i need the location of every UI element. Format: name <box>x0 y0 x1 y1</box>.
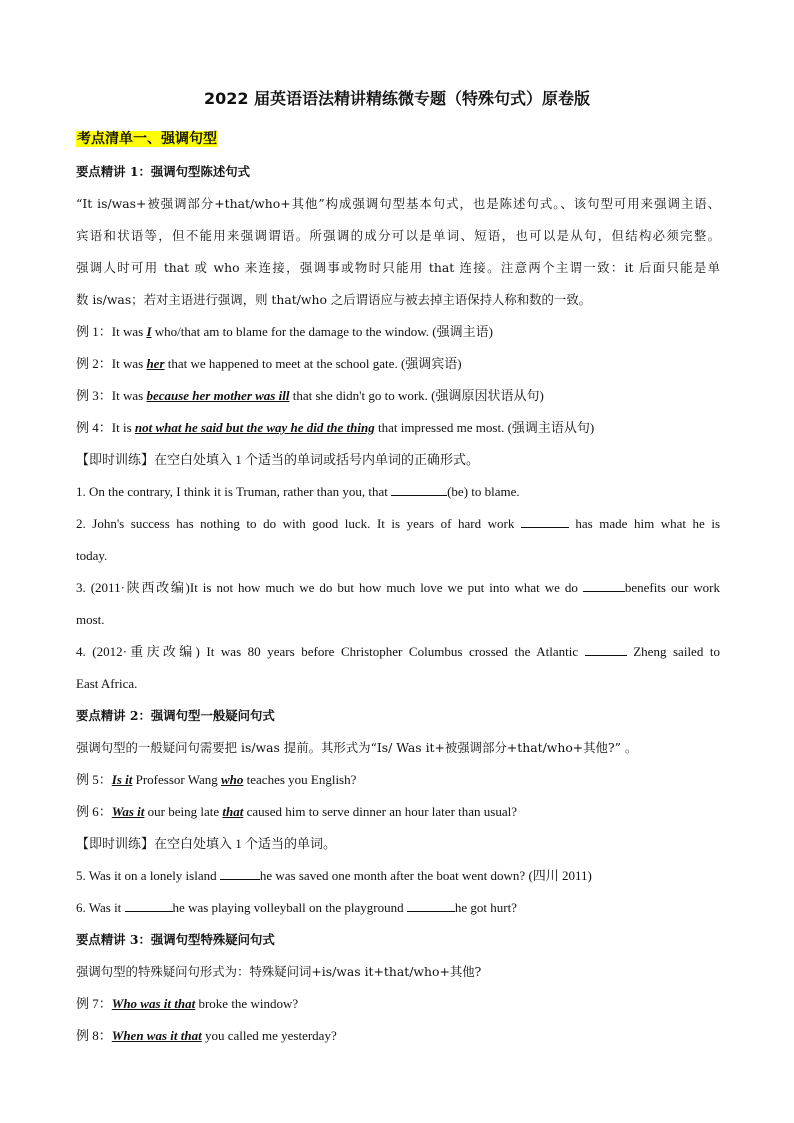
emphasized-part: I <box>146 324 152 339</box>
example-label: 例 5： <box>76 772 112 787</box>
example-text: that we happened to meet at the school gate. (强调宾语) <box>164 356 462 371</box>
question-text: has made him what he is <box>568 516 720 531</box>
answer-blank[interactable] <box>583 579 625 592</box>
question-text: Zheng sailed to <box>626 644 720 659</box>
example-text: Professor Wang <box>132 772 221 787</box>
answer-blank[interactable] <box>585 643 627 656</box>
emphasized-part: Is it <box>111 772 133 787</box>
point3-body: 强调句型的特殊疑问句形式为：特殊疑问词+is/was it+that/who+其他? <box>76 964 482 979</box>
question-3-cont: most. <box>76 612 105 627</box>
example-label: 例 3： <box>76 388 112 403</box>
example-4 <box>76 418 720 438</box>
example-1 <box>76 322 720 342</box>
point2-body: 强调句型的一般疑问句需要把 is/was 提前。其形式为“Is/ Was it+被强调部分+that/who+其他?” 。 <box>76 740 638 755</box>
drill-instruction: 【即时训练】在空白处填入 1 个适当的单词或括号内单词的正确形式。 <box>76 452 480 467</box>
example-label: 例 2： <box>76 356 112 371</box>
example-text: It was <box>111 324 147 339</box>
question-text: 4. (2012·重庆改编) It was 80 years before Christopher Columbus crossed the Atlantic <box>76 644 585 659</box>
answer-blank[interactable] <box>521 515 569 528</box>
example-5 <box>76 770 720 790</box>
emphasized-part: her <box>146 356 165 371</box>
emphasized-part: not what he said but the way he did the thing <box>134 420 375 435</box>
question-2-cont: today. <box>76 548 108 563</box>
example-label: 例 6： <box>76 804 112 819</box>
example-text: our being late <box>144 804 223 819</box>
example-8 <box>76 1026 720 1046</box>
point1-title: 要点精讲 1：强调句型陈述句式 <box>76 164 251 179</box>
example-7 <box>76 994 720 1014</box>
question-text: 3. (2011·陕西改编)It is not how much we do but how much love we put into what we do <box>76 580 583 595</box>
example-label: 例 4： <box>76 420 112 435</box>
question-text: he was saved one month after the boat went down? (四川 2011) <box>259 868 592 883</box>
example-text: broke the window? <box>195 996 299 1011</box>
document-title: 2022 届英语语法精讲精练微专题（特殊句式）原卷版 <box>203 89 591 108</box>
question-5 <box>76 866 720 886</box>
question-text: (be) to blame. <box>447 484 520 499</box>
example-text: who/that am to blame for the damage to the window. (强调主语) <box>151 324 493 339</box>
example-text: caused him to serve dinner an hour later than usual? <box>243 804 517 819</box>
example-text: It is <box>111 420 135 435</box>
question-4 <box>76 642 720 662</box>
emphasized-part: Was it <box>111 804 145 819</box>
emphasized-part: who <box>220 772 244 787</box>
answer-blank[interactable] <box>407 899 455 912</box>
example-text: that impressed me most. (强调主语从句) <box>374 420 595 435</box>
question-text: 1. On the contrary, I think it is Truman, rather than you, that <box>76 484 392 499</box>
emphasized-part: because her mother was ill <box>146 388 290 403</box>
question-text: he was playing volleyball on the playground <box>172 900 407 915</box>
question-text: he got hurt? <box>454 900 517 915</box>
point1-body-line: 数 is/was；若对主语进行强调，则 that/who 之后谓语应与被去掉主语保持人称和数的一致。 <box>76 292 592 307</box>
emphasized-part: When was it that <box>111 1028 202 1043</box>
question-text: benefits our work <box>624 580 720 595</box>
example-text: It was <box>111 356 147 371</box>
drill-instruction: 【即时训练】在空白处填入 1 个适当的单词。 <box>76 836 337 851</box>
example-label: 例 8： <box>76 1028 112 1043</box>
question-4-cont: East Africa. <box>76 676 138 691</box>
question-text: 5. Was it on a lonely island <box>76 868 220 883</box>
section-heading <box>76 128 720 150</box>
answer-blank[interactable] <box>391 483 447 496</box>
question-2 <box>76 514 720 534</box>
example-text: It was <box>111 388 147 403</box>
question-text: 2. John's success has nothing to do with good luck. It is years of hard work <box>76 516 521 531</box>
example-text: you called me yesterday? <box>201 1028 337 1043</box>
question-1 <box>76 482 720 502</box>
example-6 <box>76 802 720 822</box>
emphasized-part: that <box>222 804 244 819</box>
point1-body-line: 宾语和状语等，但不能用来强调谓语。所强调的成分可以是单词、短语，也可以是从句，但结构必须完整。 <box>76 228 720 243</box>
answer-blank[interactable] <box>220 867 260 880</box>
example-label: 例 1： <box>76 324 112 339</box>
example-text: that she didn't go to work. (强调原因状语从句) <box>289 388 544 403</box>
point1-body-line: 强调人时可用 that 或 who 来连接，强调事或物时只能用 that 连接。注意两个主谓一致：it 后面只能是单 <box>76 260 720 275</box>
example-text: teaches you English? <box>243 772 357 787</box>
example-label: 例 7： <box>76 996 112 1011</box>
example-3 <box>76 386 720 406</box>
question-text: 6. Was it <box>76 900 125 915</box>
question-6 <box>76 898 720 918</box>
emphasized-part: Who was it that <box>111 996 196 1011</box>
point2-title: 要点精讲 2：强调句型一般疑问句式 <box>76 708 275 723</box>
point1-body-line: “It is/was+被强调部分+that/who+其他”构成强调句型基本句式，也是陈述句式。、该句型可用来强调主语、 <box>76 196 720 211</box>
point3-title: 要点精讲 3：强调句型特殊疑问句式 <box>76 932 275 947</box>
answer-blank[interactable] <box>125 899 173 912</box>
section-heading-text: 考点清单一、强调句型 <box>77 131 217 147</box>
question-3 <box>76 578 720 598</box>
example-2 <box>76 354 720 374</box>
